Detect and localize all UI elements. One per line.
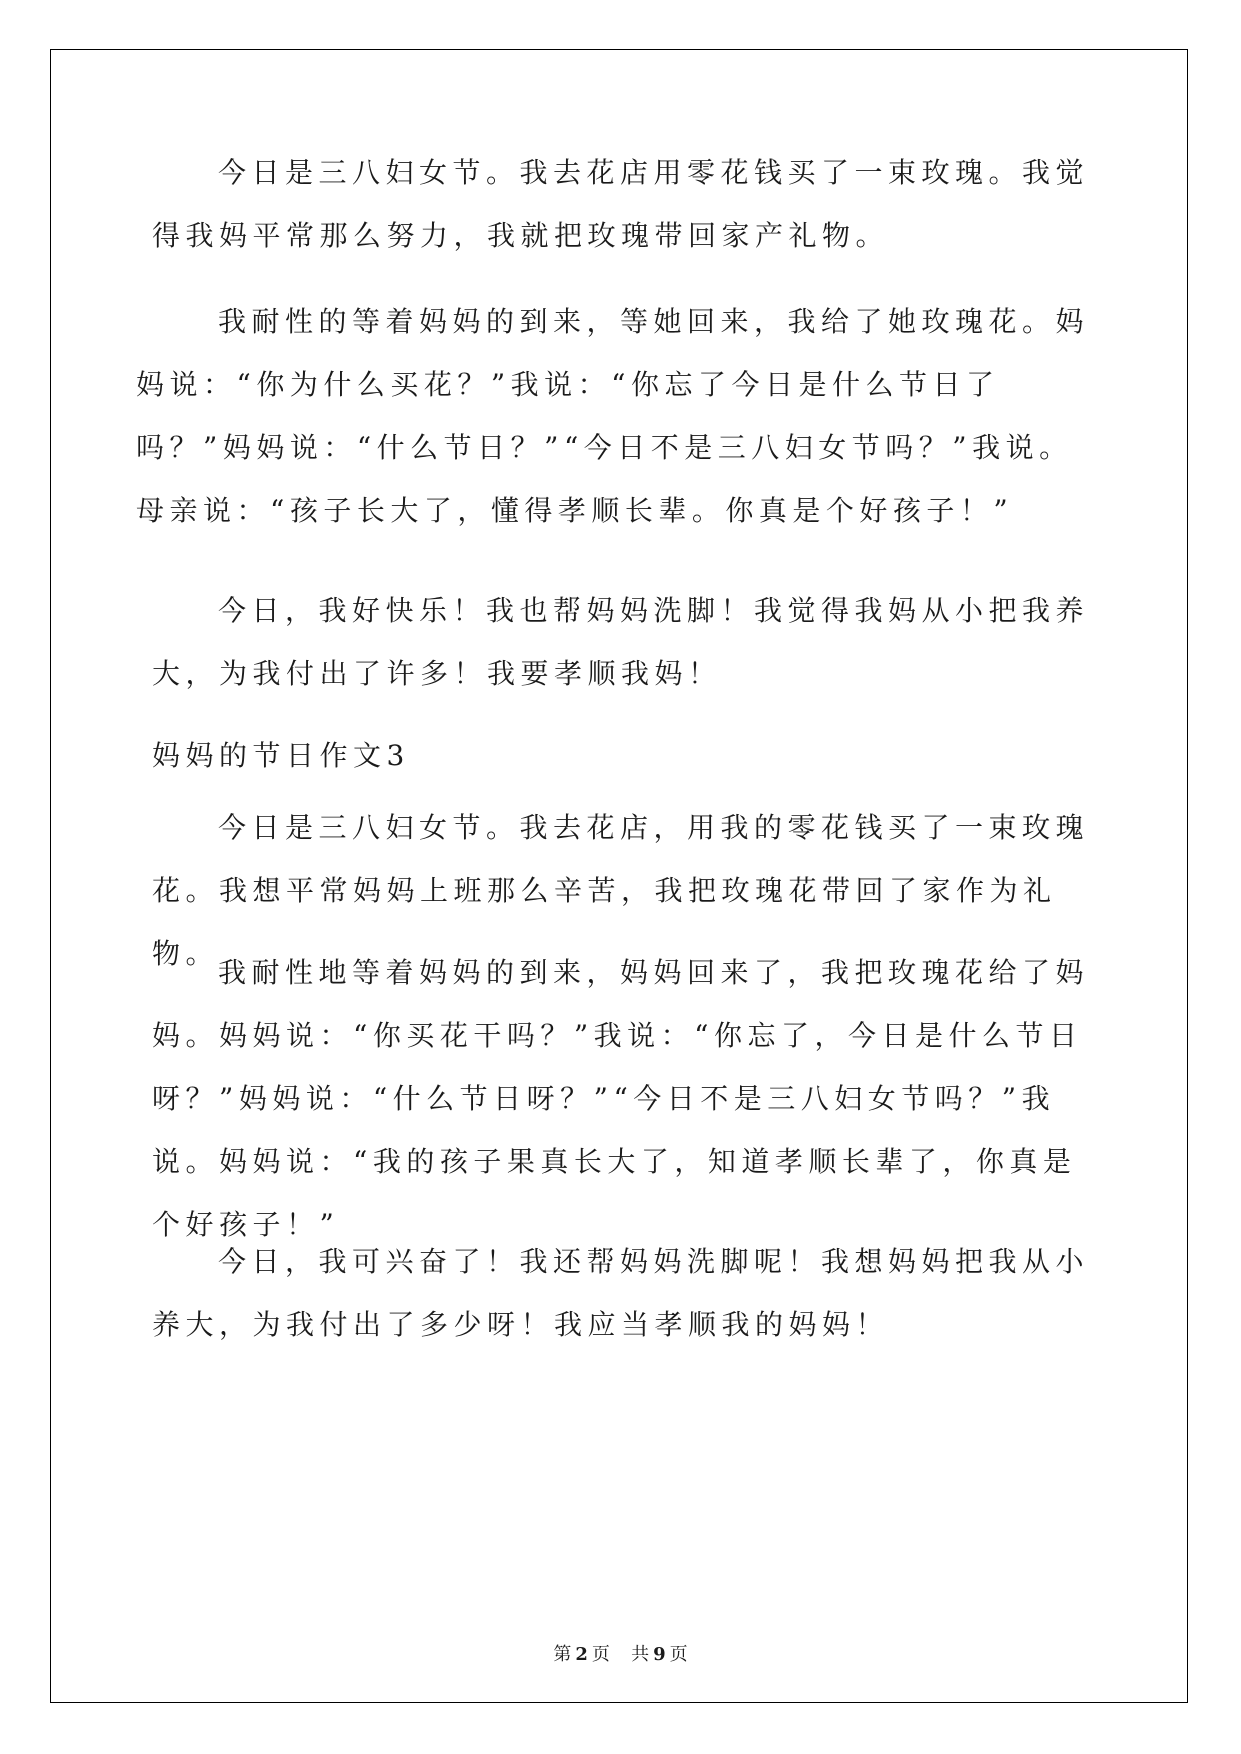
heading-block <box>152 724 1097 787</box>
paragraph-6: 今日，我可兴奋了！我还帮妈妈洗脚呢！我想妈妈把我从小养大，为我付出了多少呀！我应当孝顺我的妈妈！ <box>152 1245 1090 1341</box>
page-suffix: 页 <box>591 1644 610 1665</box>
paragraph-block-1 <box>152 141 1097 267</box>
paragraph-1: 今日是三八妇女节。我去花店用零花钱买了一束玫瑰。我觉得我妈平常那么努力，我就把玫瑰带回家产礼物。 <box>152 156 1090 252</box>
section-heading: 妈妈的节日作文3 <box>152 739 410 772</box>
total-prefix: 共 <box>631 1644 650 1665</box>
total-suffix: 页 <box>669 1644 688 1665</box>
paragraph-3: 今日，我好快乐！我也帮妈妈洗脚！我觉得我妈从小把我养大，为我付出了许多！我要孝顺我妈！ <box>152 594 1090 690</box>
paragraph-block-2 <box>136 290 1097 542</box>
page-total: 9 <box>653 1644 666 1665</box>
paragraph-2: 我耐性的等着妈妈的到来，等她回来，我给了她玫瑰花。妈妈说：“你为什么买花？”我说：“你忘了今日是什么节日了吗？”妈妈说：“什么节日？”“今日不是三八妇女节吗？”我说。母亲说：“孩子长大了，懂得孝顺长辈。你真是个好孩子！” <box>136 305 1090 527</box>
page-prefix: 第 <box>553 1644 572 1665</box>
paragraph-5: 我耐性地等着妈妈的到来，妈妈回来了，我把玫瑰花给了妈妈。妈妈说：“你买花干吗？”我说：“你忘了，今日是什么节日呀？”妈妈说：“什么节日呀？”“今日不是三八妇女节吗？”我说。妈妈说：“我的孩子果真长大了，知道孝顺长辈了，你真是个好孩子！” <box>152 956 1090 1241</box>
paragraph-block-3 <box>152 579 1097 705</box>
page-current: 2 <box>575 1644 588 1665</box>
paragraph-block-5 <box>152 941 1097 1256</box>
paragraph-block-6 <box>152 1230 1097 1356</box>
paragraph-4: 今日是三八妇女节。我去花店，用我的零花钱买了一束玫瑰花。我想平常妈妈上班那么辛苦，我把玫瑰花带回了家作为礼物。 <box>152 811 1090 970</box>
page-footer <box>0 1640 1241 1666</box>
